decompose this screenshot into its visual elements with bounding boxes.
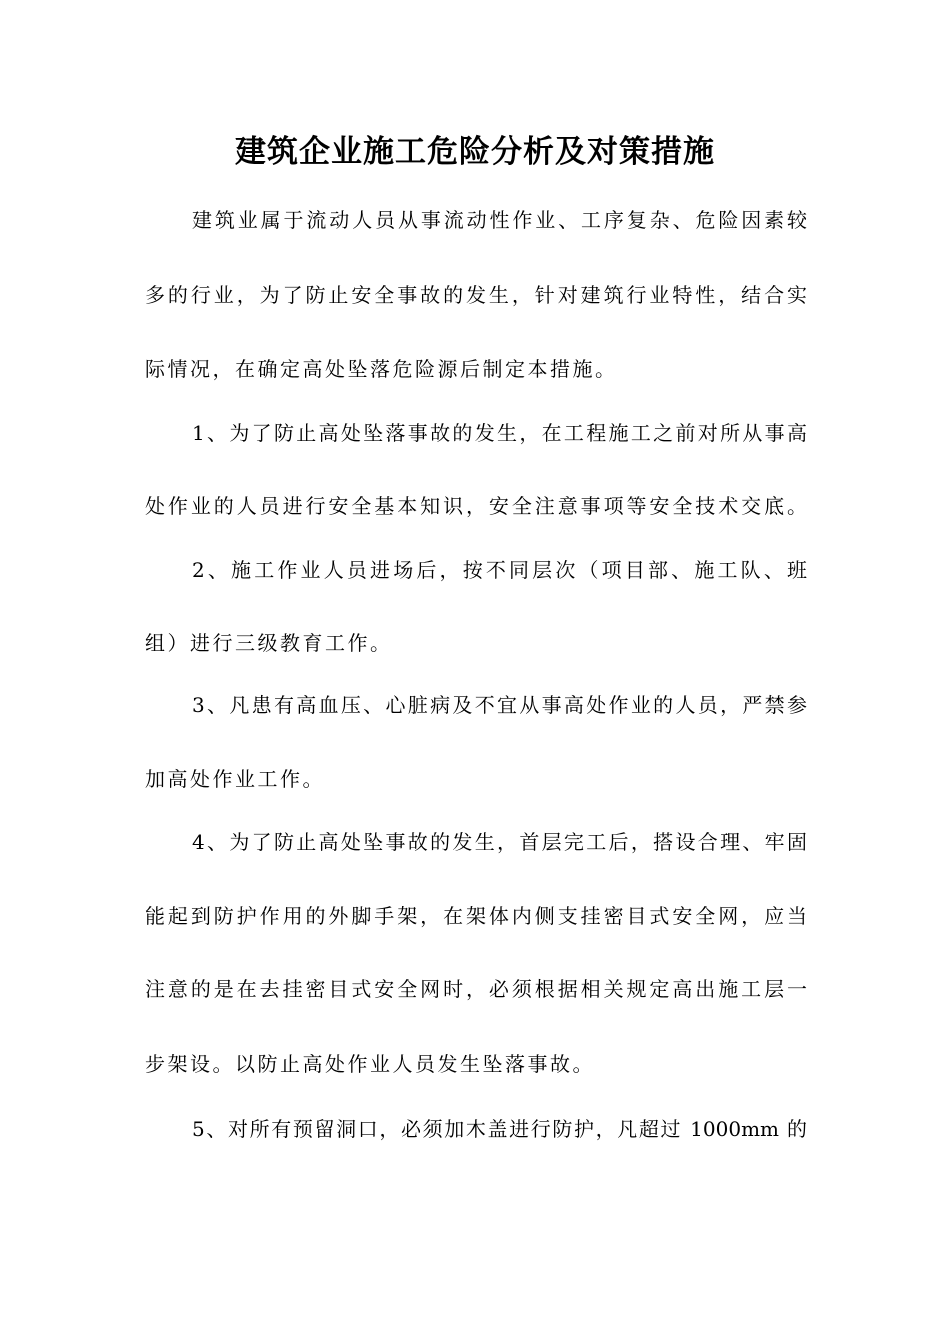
paragraph-line: 多的行业，为了防止安全事故的发生，针对建筑行业特性，结合实 [145, 283, 807, 307]
paragraph-line: 1、为了防止高处坠落事故的发生，在工程施工之前对所从事高 [192, 421, 807, 445]
paragraph-line: 能起到防护作用的外脚手架，在架体内侧支挂密目式安全网，应当 [145, 904, 807, 928]
paragraph-line: 注意的是在去挂密目式安全网时，必须根据相关规定高出施工层一 [145, 977, 807, 1001]
paragraph-line: 5、对所有预留洞口，必须加木盖进行防护，凡超过 1000mm 的 [192, 1117, 807, 1141]
paragraph-line: 组）进行三级教育工作。 [145, 631, 393, 655]
document-title: 建筑企业施工危险分析及对策措施 [235, 134, 715, 170]
paragraph-line: 建筑业属于流动人员从事流动性作业、工序复杂、危险因素较 [192, 208, 807, 232]
paragraph-line: 3、凡患有高血压、心脏病及不宜从事高处作业的人员，严禁参 [192, 693, 807, 717]
paragraph-line: 4、为了防止高处坠事故的发生，首层完工后，搭设合理、牢固 [192, 830, 807, 854]
paragraph-line: 处作业的人员进行安全基本知识，安全注意事项等安全技术交底。 [145, 494, 807, 518]
paragraph-line: 际情况，在确定高处坠落危险源后制定本措施。 [145, 357, 618, 381]
paragraph-line: 加高处作业工作。 [145, 767, 325, 791]
paragraph-line: 2、施工作业人员进场后，按不同层次（项目部、施工队、班 [192, 558, 807, 582]
paragraph-line: 步架设。以防止高处作业人员发生坠落事故。 [145, 1052, 595, 1076]
